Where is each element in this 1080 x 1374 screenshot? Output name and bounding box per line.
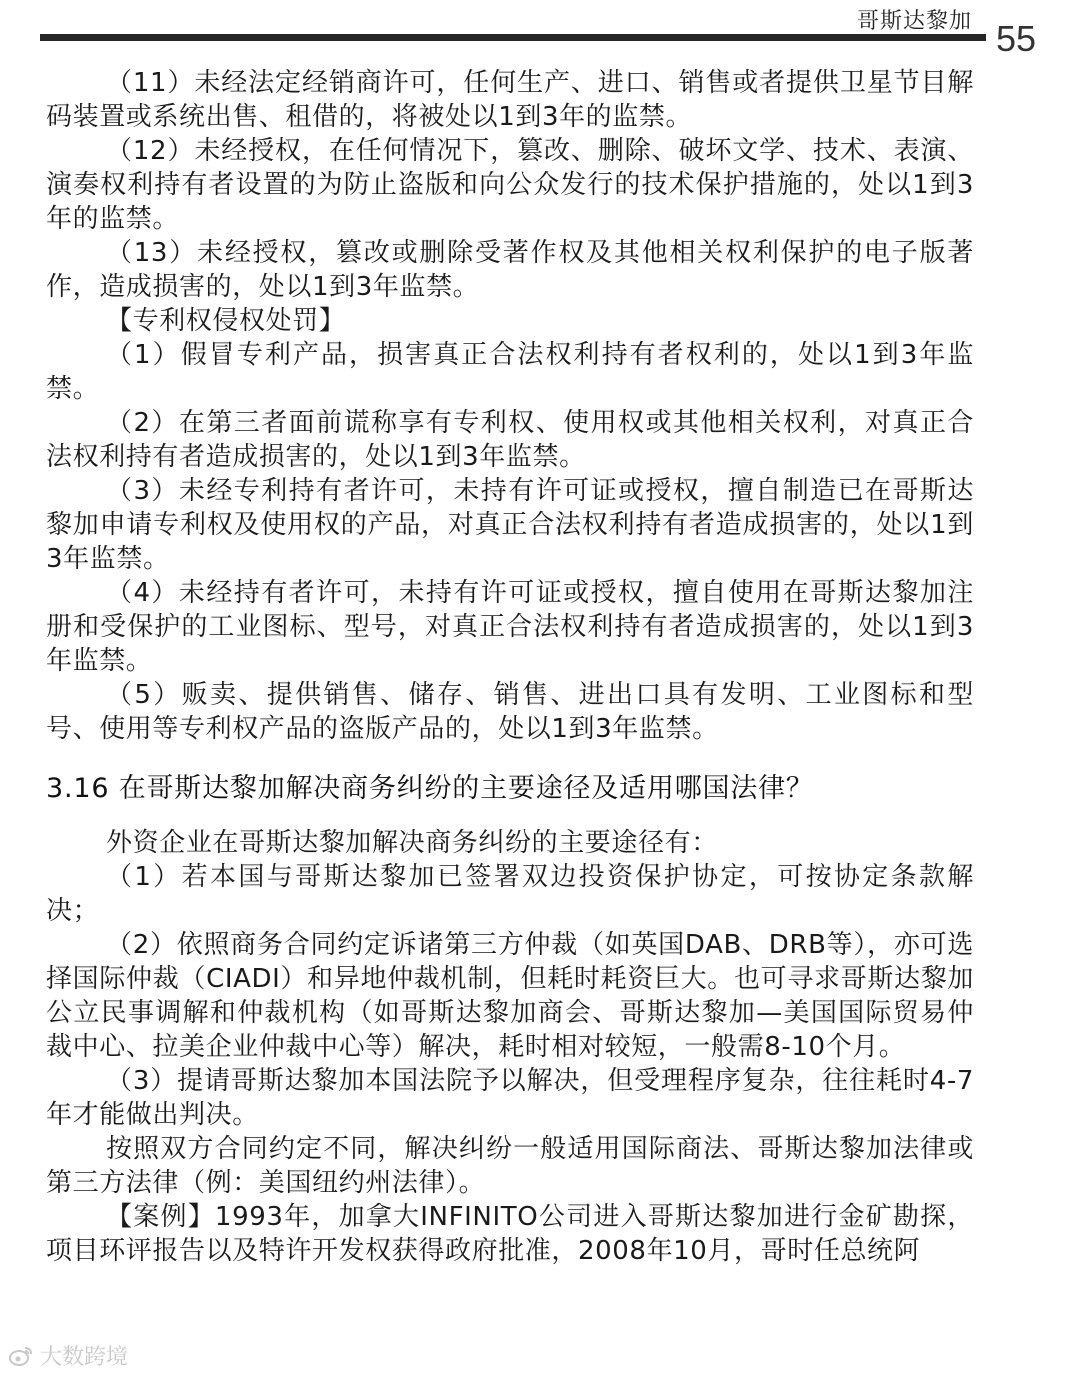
paragraph: （5）贩卖、提供销售、储存、销售、进出口具有发明、工业图标和型号、使用等专利权产品的盗版产品的，处以1到3年监禁。 [46,680,974,744]
watermark [8,1340,128,1371]
paragraph: （11）未经法定经销商许可，任何生产、进口、销售或者提供卫星节目解码装置或系统出售、租借的，将被处以1到3年的监禁。 [46,68,974,132]
header-rule [40,34,986,41]
weibo-logo-icon [8,1345,34,1367]
running-header-title: 哥斯达黎加 [856,9,972,34]
paragraph: 外资企业在哥斯达黎加解决商务纠纷的主要途径有： [106,828,718,858]
section-heading: 3.16 在哥斯达黎加解决商务纠纷的主要途径及适用哪国法律？ [46,773,814,804]
paragraph: （3）未经专利持有者许可，未持有许可证或授权，擅自制造已在哥斯达黎加申请专利权及使用权的产品，对真正合法权利持有者造成损害的，处以1到3年监禁。 [46,476,974,574]
paragraph: （4）未经持有者许可，未持有许可证或授权，擅自使用在哥斯达黎加注册和受保护的工业图标、型号，对真正合法权利持有者造成损害的，处以1到3年监禁。 [46,578,974,676]
page-number: 55 [996,18,1037,59]
paragraph: （2）在第三者面前谎称享有专利权、使用权或其他相关权利，对真正合法权利持有者造成损害的，处以1到3年监禁。 [46,408,974,472]
paragraph: （3）提请哥斯达黎加本国法院予以解决，但受理程序复杂，往往耗时4-7年才能做出判决。 [46,1066,974,1130]
paragraph: （13）未经授权，篡改或删除受著作权及其他相关权利保护的电子版著作，造成损害的，处以1到3年监禁。 [46,238,974,302]
watermark-text: 大数跨境 [40,1345,129,1370]
paragraph: 按照双方合同约定不同，解决纠纷一般适用国际商法、哥斯达黎加法律或第三方法律（例：美国纽约州法律）。 [46,1134,974,1198]
paragraph: （1）若本国与哥斯达黎加已签署双边投资保护协定，可按协定条款解决； [46,862,974,926]
paragraph: （1）假冒专利产品，损害真正合法权利持有者权利的，处以1到3年监禁。 [46,340,974,404]
subheading-patent-penalties: 【专利权侵权处罚】 [106,306,346,336]
paragraph: （12）未经授权，在任何情况下，篡改、删除、破坏文学、技术、表演、演奏权利持有者设置的为防止盗版和向公众发行的技术保护措施的，处以1到3年的监禁。 [46,136,974,234]
page-body [46,66,974,1268]
paragraph: （2）依照商务合同约定诉诸第三方仲裁（如英国DAB、DRB等），亦可选择国际仲裁（CIADI）和异地仲裁机制，但耗时耗资巨大。也可寻求哥斯达黎加公立民事调解和仲裁机构（如哥斯达黎加商会、哥斯达黎加—美国国际贸易仲裁中心、拉美企业仲裁中心等）解决，耗时相对较短，一般需8-10个月。 [46,930,974,1062]
paragraph: 【案例】1993年，加拿大INFINITO公司进入哥斯达黎加进行金矿勘探，项目环评报告以及特许开发权获得政府批准，2008年10月，哥时任总统阿 [46,1202,974,1266]
